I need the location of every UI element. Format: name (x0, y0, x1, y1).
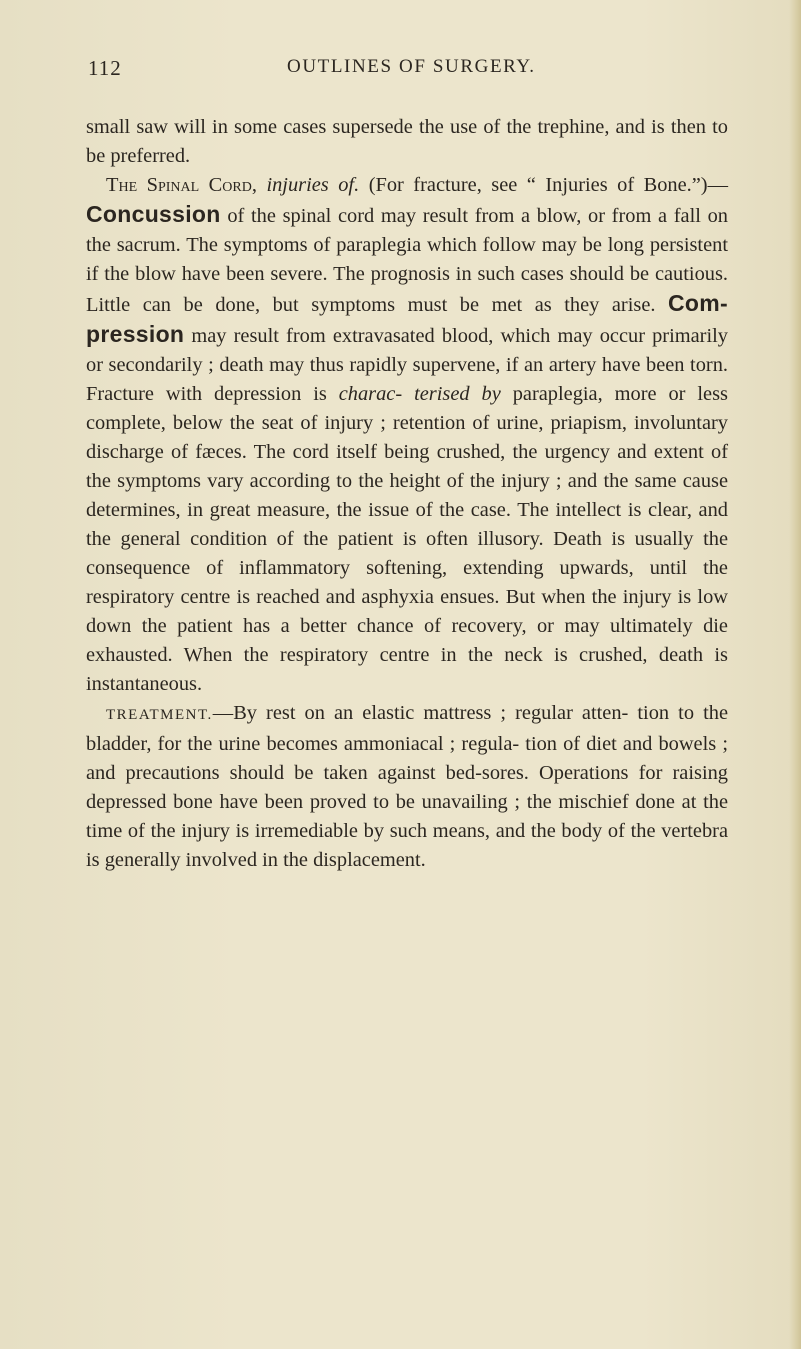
page-edge-shadow (789, 0, 801, 1349)
section-heading: The Spinal Cord, (106, 174, 257, 196)
page-number: 112 (88, 56, 122, 80)
running-title: OUTLINES OF SURGERY. (287, 56, 536, 77)
paragraph-trephine-text: small saw will in some cases supersede the use of the trephine, and is then to be preferred. (86, 116, 728, 167)
paragraph-trephine (86, 113, 728, 171)
spinal-text-b: of the spinal cord may result from a blow, or from a fall on the sacrum. The symptoms of paraplegia which follow may be long persistent if the blow have been severe. The prognosis in such cases should be cautious. Little can be done, but symptoms must be met as they arise. (86, 205, 728, 316)
concussion-term: Concussion (86, 201, 221, 227)
characterised-italic: charac- terised by (338, 383, 501, 405)
spinal-text-a: (For fracture, see “ Injuries of Bone.”)— (359, 174, 728, 196)
treatment-lead: TREATMENT. (106, 707, 213, 723)
section-heading-italic: injuries of. (266, 174, 360, 196)
paragraph-spinal-cord (86, 171, 728, 699)
page-header (88, 56, 728, 86)
spinal-text-c: may result from extravasated blood, which may occur primarily or secondarily ; death may thus rapidly supervene, if an artery have been torn. Fracture with depression is (86, 325, 728, 405)
body-text (86, 113, 728, 875)
compression-term: Com- pression (86, 290, 728, 347)
paragraph-treatment (86, 699, 728, 875)
spinal-text-d: paraplegia, more or less complete, below the seat of injury ; retention of urine, priapism, involuntary discharge of fæces. The cord itself being crushed, the urgency and extent of the symptoms vary according to the height of the injury ; and the same cause determines, in great measure, the issue of the case. The intellect is clear, and the general condition of the patient is often illusory. Death is usually the consequence of inflammatory softening, extending upwards, until the respiratory centre is reached and asphyxia ensues. But when the injury is low down the patient has a better chance of recovery, or may ultimately die exhausted. When the respiratory centre in the neck is crushed, death is instantaneous. (86, 383, 728, 695)
treatment-text: —By rest on an elastic mattress ; regular atten- tion to the bladder, for the urine becomes ammoniacal ; regula- tion of diet and bowels ; and precautions should be taken against bed-sores. Operations for raising depressed bone have been proved to be unavailing ; the mischief done at the time of the injury is irremediable by such means, and the body of the vertebra is generally involved in the displacement. (86, 702, 728, 871)
